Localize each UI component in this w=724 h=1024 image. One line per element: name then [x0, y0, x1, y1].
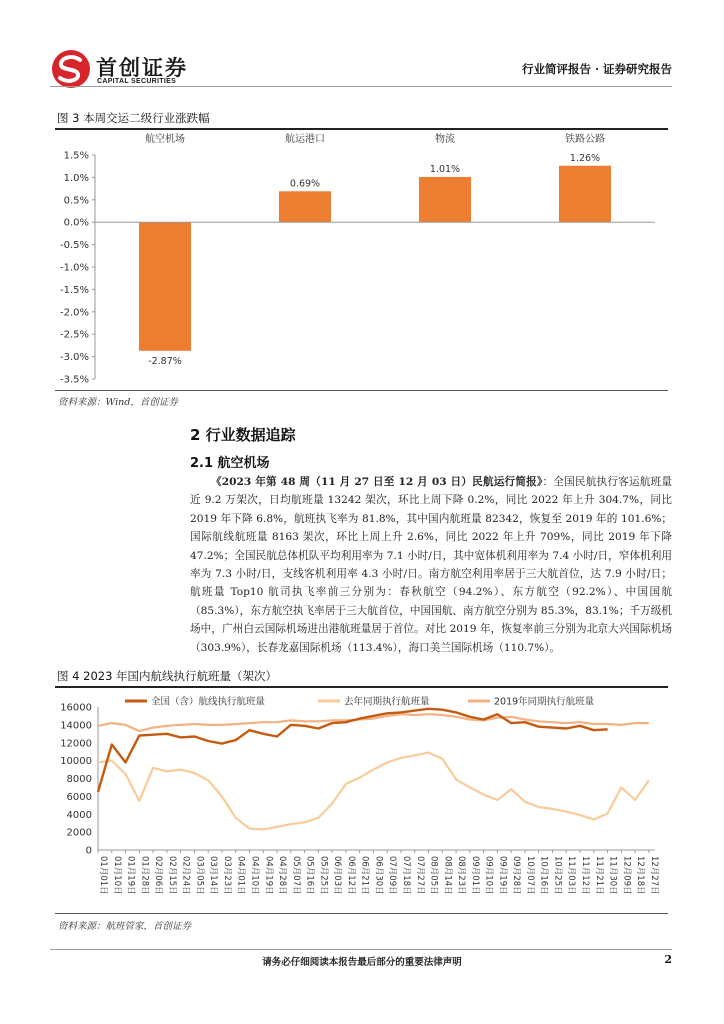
y-tick-label: 0.0% — [63, 217, 89, 229]
legend-label-3: 2019年同期执行航班量 — [494, 696, 595, 708]
x-tick-label: 04月28日 — [277, 856, 288, 895]
x-tick-label: 01月10日 — [111, 856, 122, 895]
series-line-2 — [98, 753, 649, 830]
bar-value-label: -2.87% — [148, 355, 182, 367]
footer-rule — [50, 949, 672, 950]
x-tick-label: 06月12日 — [345, 856, 356, 895]
bar-4 — [559, 166, 611, 222]
y-tick-label: 2000 — [66, 827, 92, 839]
bar-value-label: 1.26% — [569, 152, 601, 164]
x-tick-label: 05月07日 — [290, 856, 301, 895]
line-chart — [0, 688, 724, 913]
x-tick-label: 07月09日 — [387, 856, 398, 895]
bar-3 — [419, 177, 471, 222]
figure3-bottom-rule — [55, 390, 668, 391]
y-tick-label: 10000 — [60, 756, 92, 768]
x-tick-label: 09月10日 — [483, 856, 494, 895]
x-tick-label: 04月19日 — [263, 856, 274, 895]
section-subtitle: 2.1 航空机场 — [190, 456, 270, 471]
x-tick-label: 02月24日 — [180, 856, 191, 895]
y-tick-label: -2.0% — [59, 307, 89, 319]
x-tick-label: 03月05日 — [194, 856, 205, 895]
category-label: 航空机场 — [145, 134, 185, 145]
y-tick-label: -1.5% — [59, 284, 89, 296]
paragraph-body: ：全国民航执行客运航班量近 9.2 万架次，日均航班量 13242 架次，环比上周下降 0.2%，同比 2022 年上升 304.7%，同比 2019 年下降 6.8%，航班执飞率为 81.8%，其中国内航班量 82342，恢复至 2019 年的 101.6%；国际航线航班量 8163 架次，环比上周上升 2.6%，同比 2022 年上升 709%，同比 2019 年下降 47.2%；全国民航总体机队平均利用率为 7.1 小时/日，其中宽体机利用率为 7.4 小时/日，窄体机利用率为 7.3 小时/日，支线客机利用率 4.3 小时/日。南方航空利用率居于三大航首位，达 7.9 小时/日；航班量 Top10 航司执飞率前三分别为：春秋航空（94.2%）、东方航空（92.2%）、中国国航（85.3%），东方航空执飞率居于三大航首位，中国国航、南方航空分别为 85.3%，83.1%；千万级机场中，广州白云国际机场进出港航班量居于首位。对比 2019 年，恢复率前三分别为北京大兴国际机场（303.9%），长春龙嘉国际机场（113.4%），海口美兰国际机场（110.7%）。 — [190, 476, 672, 654]
y-tick-label: 0 — [85, 845, 92, 857]
figure4-title: 图 4 2023 年国内航线执行航班量（架次） — [57, 669, 278, 683]
paragraph-lead: 《2023 年第 48 周（11 月 27 日至 12 月 03 日）民航运行简报》 — [211, 476, 543, 488]
x-tick-label: 10月16日 — [538, 856, 549, 895]
x-tick-label: 03月14日 — [208, 856, 219, 895]
y-tick-label: 1.0% — [63, 172, 89, 184]
section-title: 2 行业数据追踪 — [190, 426, 296, 444]
x-tick-label: 12月27日 — [648, 856, 659, 895]
x-tick-label: 04月01日 — [235, 856, 246, 895]
x-tick-label: 01月19日 — [125, 856, 136, 895]
x-tick-label: 08月05日 — [428, 856, 439, 895]
y-tick-label: 14000 — [60, 720, 92, 732]
x-tick-label: 08月14日 — [442, 856, 453, 895]
bar-chart — [0, 130, 724, 390]
y-tick-label: -2.5% — [59, 329, 89, 341]
x-tick-label: 04月10日 — [249, 856, 260, 895]
y-tick-label: 4000 — [66, 809, 92, 821]
y-tick-label: 12000 — [60, 738, 92, 750]
x-tick-label: 06月21日 — [359, 856, 370, 895]
x-tick-label: 11月30日 — [607, 856, 618, 895]
x-tick-label: 02月06日 — [153, 856, 164, 895]
x-tick-label: 05月16日 — [304, 856, 315, 895]
x-tick-label: 06月30日 — [373, 856, 384, 895]
x-tick-label: 12月09日 — [621, 856, 632, 895]
footer-disclaimer: 请务必仔细阅读本报告最后部分的重要法律声明 — [262, 957, 462, 968]
x-tick-label: 11月12日 — [580, 856, 591, 895]
page-number: 2 — [664, 953, 672, 966]
x-tick-label: 06月03日 — [332, 856, 343, 895]
y-tick-label: -0.5% — [59, 240, 89, 252]
y-tick-label: -3.5% — [59, 374, 89, 386]
category-label: 物流 — [435, 134, 455, 145]
bar-value-label: 0.69% — [289, 178, 321, 190]
legend-label-2: 去年同期执行航班量 — [344, 696, 430, 708]
y-tick-label: -3.0% — [59, 352, 89, 364]
x-tick-label: 11月03日 — [566, 856, 577, 895]
x-tick-label: 01月01日 — [98, 856, 108, 895]
y-tick-label: 8000 — [66, 774, 92, 785]
bar-1 — [139, 222, 191, 351]
category-label: 航运港口 — [285, 134, 325, 145]
x-tick-label: 11月21日 — [593, 856, 604, 895]
x-tick-label: 10月25日 — [552, 856, 563, 895]
x-tick-label: 05月25日 — [318, 856, 329, 895]
bar-value-label: 1.01% — [429, 163, 461, 175]
x-tick-label: 09月01日 — [469, 856, 480, 895]
y-tick-label: -1.0% — [59, 262, 89, 274]
figure4-source: 资料来源：航班管家，首创证券 — [58, 921, 192, 932]
x-tick-label: 07月27日 — [414, 856, 425, 895]
header-rule — [50, 86, 672, 87]
x-tick-label: 03月23日 — [221, 856, 232, 895]
legend-label-1: 全国（含）航线执行航班量 — [151, 696, 266, 708]
x-tick-label: 01月28日 — [139, 856, 150, 895]
figure4-bottom-rule — [55, 913, 668, 914]
x-tick-label: 09月19日 — [497, 856, 508, 895]
y-tick-label: 16000 — [60, 702, 92, 714]
category-label: 铁路公路 — [565, 134, 605, 145]
bar-2 — [279, 191, 331, 222]
x-tick-label: 09月28日 — [511, 856, 522, 895]
x-tick-label: 12月18日 — [635, 856, 646, 895]
x-tick-label: 10月07日 — [524, 856, 535, 895]
y-tick-label: 0.5% — [63, 195, 89, 207]
x-tick-label: 02月15日 — [166, 856, 177, 895]
report-type: 行业简评报告 · 证券研究报告 — [521, 62, 672, 76]
x-tick-label: 08月23日 — [456, 856, 467, 895]
section-paragraph — [190, 473, 672, 657]
y-tick-label: 6000 — [66, 791, 92, 803]
company-name-en: CAPITAL SECURITIES — [97, 78, 177, 85]
figure3-title: 图 3 本周交运二级行业涨跌幅 — [57, 111, 210, 125]
figure3-source: 资料来源：Wind，首创证券 — [58, 397, 178, 408]
company-name-cn: 首创证券 — [96, 56, 188, 80]
x-tick-label: 07月18日 — [400, 856, 411, 895]
y-tick-label: 1.5% — [63, 150, 89, 162]
